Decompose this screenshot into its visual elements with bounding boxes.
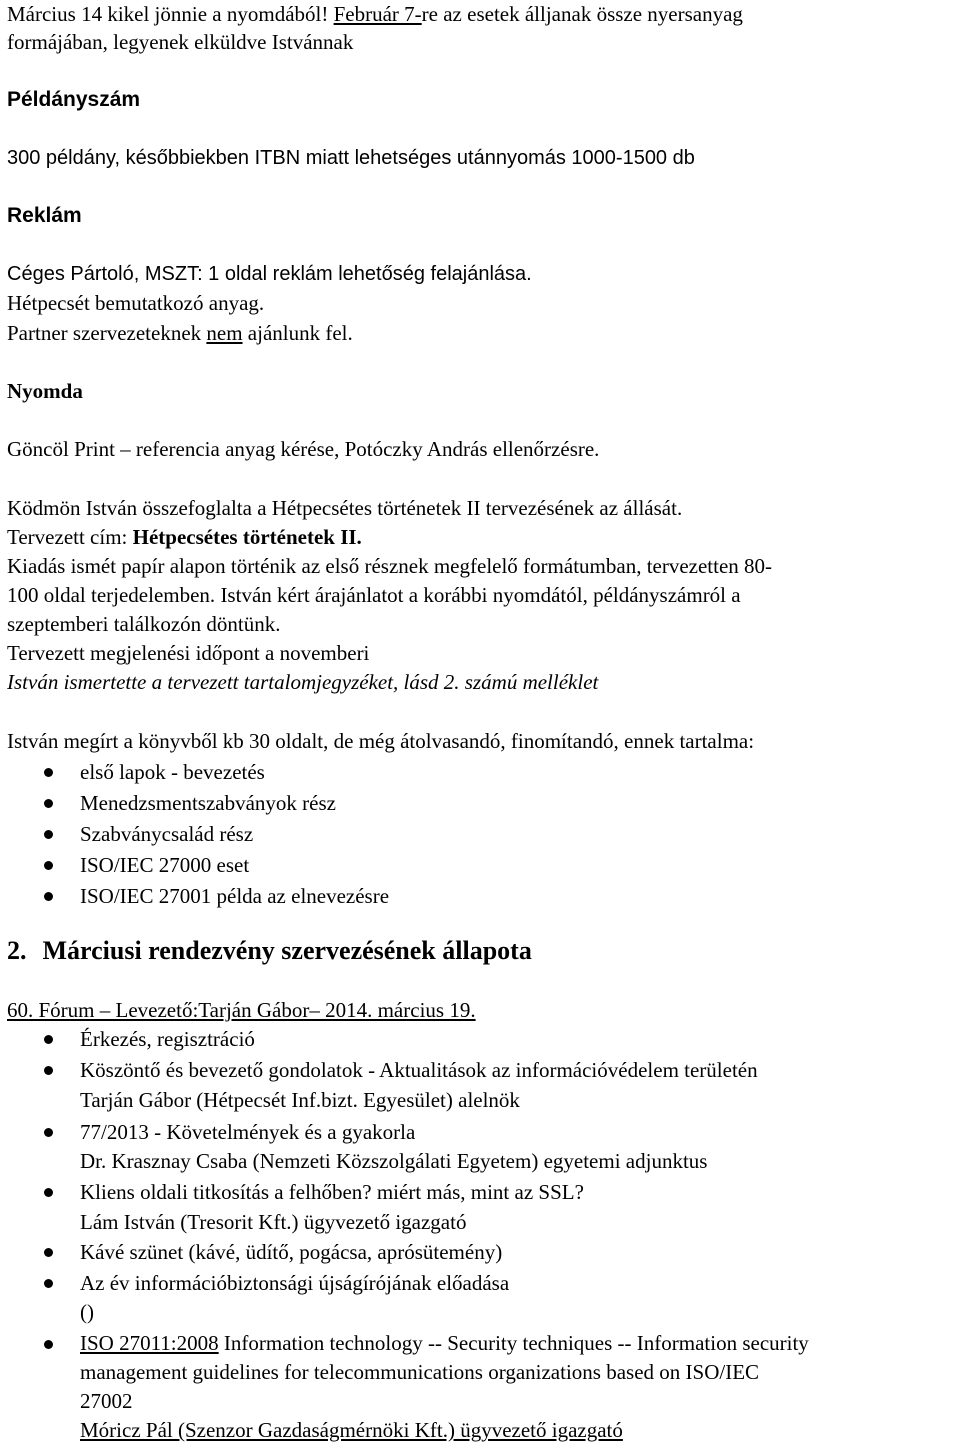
section-title: Márciusi rendezvény szervezésének állapota: [42, 936, 532, 965]
bullet-icon: [44, 1066, 53, 1075]
agenda-speaker: (): [80, 1300, 94, 1324]
intro-text-cont: re az esetek álljanak össze nyersanyag: [421, 2, 743, 26]
bullet-icon: [44, 1279, 53, 1288]
bullet-icon: [44, 1035, 53, 1044]
agenda-item: Az év információbiztonsági újságírójának előadása: [80, 1271, 510, 1295]
list-item: ISO/IEC 27001 példa az elnevezésre: [80, 884, 390, 908]
konyv-intro: István megírt a könyvből kb 30 oldalt, de még átolvasandó, finomítandó, ennek tartalma:: [7, 729, 755, 753]
intro-deadline: Február 7-: [333, 2, 422, 26]
nyomda-line-1: Göncöl Print – referencia anyag kérése, Potóczky András ellenőrzésre.: [7, 437, 600, 461]
reklam-line-3: [7, 320, 353, 346]
agenda-speaker: Lám István (Tresorit Kft.) ügyvezető igazgató: [80, 1210, 467, 1234]
list-item: Menedzsmentszabványok rész: [80, 791, 336, 815]
reklam-line-3-emph: nem: [206, 321, 243, 345]
nyomda-heading: Nyomda: [7, 379, 83, 403]
nyomda-line-7: Tervezett megjelenési időpont a novemberi: [7, 641, 370, 665]
peldanyszam-text: 300 példány, későbbiekben ITBN miatt lehetséges utánnyomás 1000-1500 db: [7, 147, 695, 169]
peldanyszam-heading: Példányszám: [7, 88, 141, 111]
section-number: 2.: [7, 936, 27, 965]
bullet-icon: [44, 1340, 53, 1349]
bullet-icon: [44, 1188, 53, 1197]
reklam-heading: Reklám: [7, 204, 82, 227]
intro-line-1: [7, 1, 743, 27]
agenda-item-cont: management guidelines for telecommunications organizations based on ISO/IEC: [80, 1360, 760, 1384]
bullet-icon: [44, 892, 53, 901]
intro-line-2: formájában, legyenek elküldve Istvánnak: [7, 30, 354, 54]
agenda-speaker: Tarján Gábor (Hétpecsét Inf.bizt. Egyesület) alelnök: [80, 1088, 520, 1112]
agenda-speaker: Dr. Krasznay Csaba (Nemzeti Közszolgálati Egyetem) egyetemi adjunktus: [80, 1149, 708, 1173]
list-item: első lapok - bevezetés: [80, 760, 265, 784]
bullet-icon: [44, 768, 53, 777]
bullet-icon: [44, 1248, 53, 1257]
agenda-item: Kliens oldali titkosítás a felhőben? miért más, mint az SSL?: [80, 1180, 584, 1204]
nyomda-planned-title: Hétpecsétes történetek II.: [132, 525, 362, 549]
reklam-line-2: Hétpecsét bemutatkozó anyag.: [7, 291, 265, 315]
intro-text: Március 14 kikel jönnie a nyomdából!: [7, 2, 334, 26]
nyomda-line-5-a: 100 oldal terjedelemben.: [7, 583, 221, 607]
bullet-icon: [44, 1128, 53, 1137]
bullet-icon: [44, 861, 53, 870]
nyomda-line-5-b: István kért árajánlatot a korábbi nyomdától, példányszámról a: [220, 583, 741, 607]
forum-title: 60. Fórum – Levezető:Tarján Gábor– 2014. március 19.: [7, 998, 476, 1022]
list-item: ISO/IEC 27000 eset: [80, 853, 250, 877]
reklam-line-1: Céges Pártoló, MSZT: 1 oldal reklám lehetőség felajánlása.: [7, 263, 532, 285]
agenda-item: Kávé szünet (kávé, üdítő, pogácsa, aprósütemény): [80, 1240, 503, 1264]
agenda-item: [80, 1330, 809, 1356]
agenda-item: Köszöntő és bevezető gondolatok - Aktualitások az információvédelem területén: [80, 1058, 758, 1082]
nyomda-planned-title-label: Tervezett cím:: [7, 525, 133, 549]
agenda-item-text: Information technology -- Security techniques -- Information security: [218, 1331, 809, 1355]
nyomda-line-8: István ismertette a tervezett tartalomjegyzéket, lásd 2. számú melléklet: [7, 670, 599, 694]
nyomda-line-6: szeptemberi találkozón döntünk.: [7, 612, 281, 636]
reklam-line-3-c: ajánlunk fel.: [242, 321, 353, 345]
reklam-line-3-a: Partner szervezeteknek: [7, 321, 207, 345]
agenda-item: 77/2013 - Követelmények és a gyakorla: [80, 1120, 416, 1144]
iso-standard-link[interactable]: ISO 27011:2008: [80, 1331, 219, 1355]
agenda-speaker: Móricz Pál (Szenzor Gazdaságmérnöki Kft.) ügyvezető igazgató: [80, 1418, 623, 1442]
nyomda-line-5: [7, 582, 741, 608]
bullet-icon: [44, 799, 53, 808]
nyomda-line-3: [7, 524, 362, 550]
section-2-heading: [7, 936, 532, 966]
bullet-icon: [44, 830, 53, 839]
agenda-item-cont: 27002: [80, 1389, 133, 1413]
list-item: Szabványcsalád rész: [80, 822, 254, 846]
nyomda-line-2: Ködmön István összefoglalta a Hétpecsétes történetek II tervezésének az állását.: [7, 496, 683, 520]
nyomda-line-4: Kiadás ismét papír alapon történik az első résznek megfelelő formátumban, tervezetten 80-: [7, 554, 773, 578]
agenda-item: Érkezés, regisztráció: [80, 1027, 255, 1051]
